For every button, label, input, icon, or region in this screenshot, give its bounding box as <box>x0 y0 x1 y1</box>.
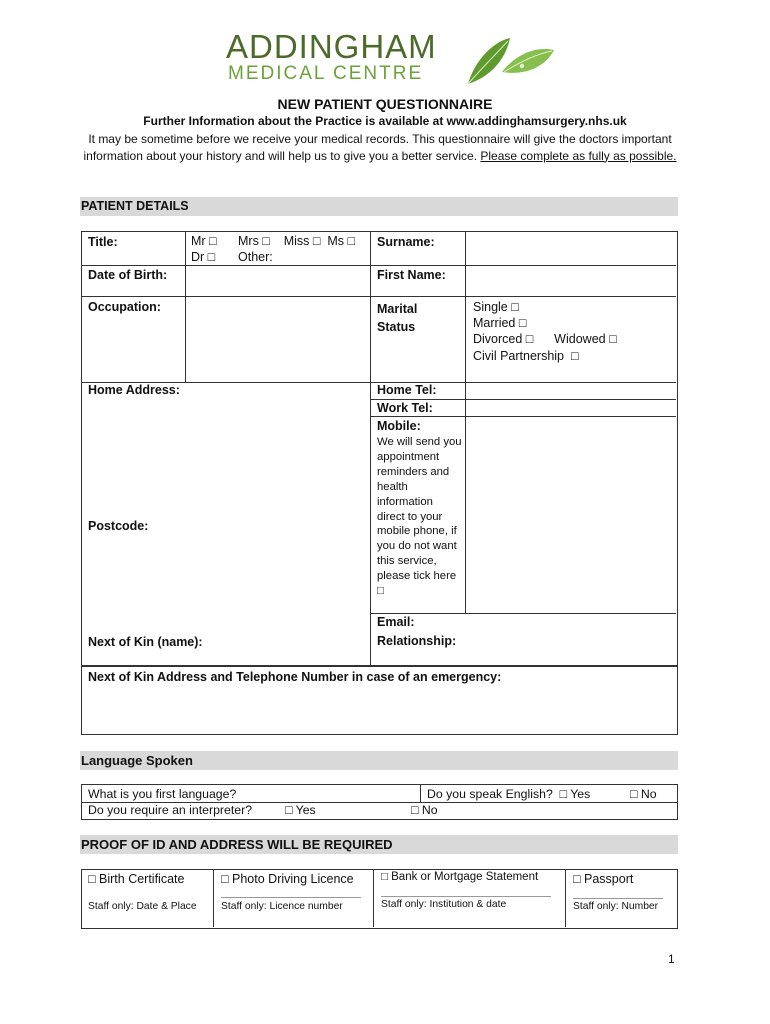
mobile-field[interactable] <box>466 417 675 613</box>
proof-driving-licence[interactable]: □ Photo Driving Licence <box>221 872 354 886</box>
email-label: Email: <box>377 615 415 629</box>
nok-address-label: Next of Kin Address and Telephone Number in case of an emergency: <box>88 670 502 684</box>
intro-body: It may be sometime before we receive your medical records. This questionnaire will give the doctors important information about your history and will help us to give you a better service. <box>83 132 672 163</box>
speak-english-no[interactable]: □ No <box>630 787 657 801</box>
title-option-dr[interactable]: Dr □ <box>191 250 216 264</box>
proof-passport[interactable]: □ Passport <box>573 872 634 886</box>
occupation-label: Occupation: <box>88 300 161 314</box>
proof-heading: PROOF OF ID AND ADDRESS WILL BE REQUIRED <box>80 835 678 854</box>
marital-status-label: Marital Status <box>377 302 418 334</box>
interpreter-yes[interactable]: □ Yes <box>285 803 316 817</box>
proof-passport-staff: Staff only: Number <box>573 901 659 912</box>
work-tel-field[interactable] <box>466 400 675 416</box>
home-tel-label: Home Tel: <box>377 383 437 397</box>
postcode-label: Postcode: <box>88 519 149 533</box>
first-language-question[interactable]: What is you first language? <box>88 787 237 801</box>
leaf-icon <box>462 32 558 88</box>
proof-bank-statement-staff: Staff only: Institution & date <box>381 899 507 910</box>
interpreter-no[interactable]: □ No <box>411 803 438 817</box>
proof-bank-statement[interactable]: □ Bank or Mortgage Statement <box>381 871 539 883</box>
logo-line-1: ADDINGHAM <box>226 28 437 65</box>
logo-line-2: MEDICAL CENTRE <box>228 63 424 84</box>
first-name-label: First Name: <box>377 268 446 282</box>
page-title: NEW PATIENT QUESTIONNAIRE <box>277 96 493 112</box>
proof-driving-licence-staff: Staff only: Licence number <box>221 901 343 912</box>
occupation-field[interactable] <box>186 297 370 382</box>
proof-birth-certificate[interactable]: □ Birth Certificate <box>88 872 185 886</box>
practice-info-line: Further Information about the Practice is available at www.addinghamsurgery.nhs.uk <box>143 114 627 128</box>
dob-field[interactable] <box>186 266 370 296</box>
first-name-field[interactable] <box>466 266 675 296</box>
language-heading: Language Spoken <box>80 751 678 770</box>
surname-label: Surname: <box>377 235 435 249</box>
marital-option-civil-partnership[interactable]: Civil Partnership □ <box>473 349 579 363</box>
patient-details-heading: PATIENT DETAILS <box>80 197 678 216</box>
work-tel-label: Work Tel: <box>377 401 433 415</box>
home-address-label: Home Address: <box>88 383 180 397</box>
title-option-mrs-miss-ms[interactable]: Mrs □ Miss □ Ms □ <box>238 234 356 248</box>
title-label: Title: <box>88 235 118 249</box>
relationship-label: Relationship: <box>377 634 457 648</box>
surname-field[interactable] <box>466 232 675 265</box>
intro-text <box>80 131 680 164</box>
proof-birth-certificate-staff: Staff only: Date & Place <box>88 901 197 912</box>
next-of-kin-label: Next of Kin (name): <box>88 635 203 649</box>
mobile-reminder-note[interactable]: We will send you appointment reminders and health information direct to your mobile phone, if you do not want this service, please tick here □ <box>377 436 462 598</box>
page-number: 1 <box>668 952 675 966</box>
home-address-field[interactable] <box>82 400 370 610</box>
marital-option-divorced-widowed[interactable]: Divorced □ Widowed □ <box>473 332 617 346</box>
title-option-other[interactable]: Other: <box>238 250 273 264</box>
title-option-mr[interactable]: Mr □ <box>191 234 217 248</box>
home-tel-field[interactable] <box>466 383 675 399</box>
dob-label: Date of Birth: <box>88 268 168 282</box>
speak-english-question[interactable]: Do you speak English? □ Yes <box>427 787 591 801</box>
intro-underlined: Please complete as fully as possible. <box>480 148 677 163</box>
practice-logo <box>226 30 556 88</box>
interpreter-question: Do you require an interpreter? <box>88 803 253 817</box>
marital-option-married[interactable]: Married □ <box>473 316 527 330</box>
marital-option-single[interactable]: Single □ <box>473 300 519 314</box>
mobile-label: Mobile: <box>377 419 421 433</box>
